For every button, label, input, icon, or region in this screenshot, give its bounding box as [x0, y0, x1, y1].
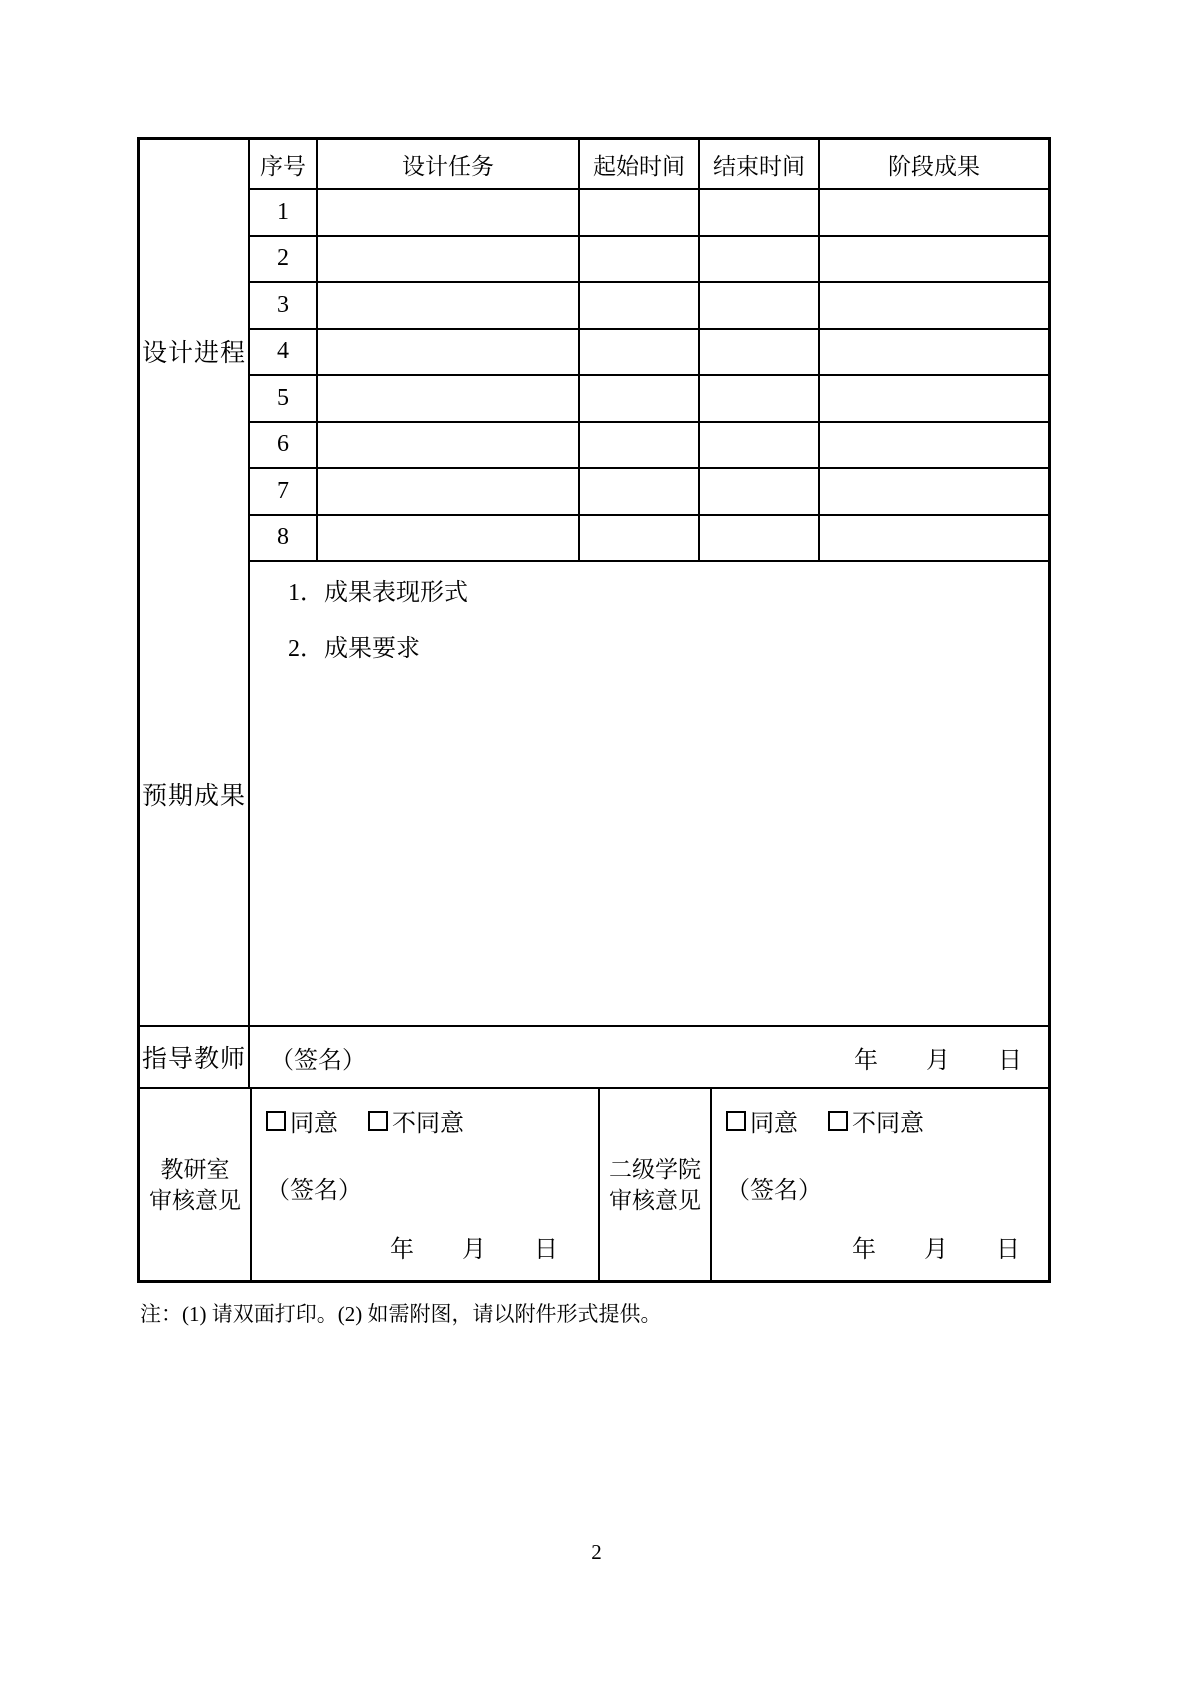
end-time-cell	[700, 376, 820, 421]
end-time-cell	[700, 190, 820, 235]
task-cell	[318, 516, 580, 561]
dept-review-label-line1: 教研室	[160, 1156, 230, 1182]
dept-review-cell	[252, 1089, 600, 1280]
serial-cell: 5	[250, 376, 318, 421]
page-number: 2	[591, 1540, 602, 1564]
progress-row	[250, 330, 1048, 377]
college-review-label-line2: 审核意见	[609, 1187, 701, 1213]
college-disagree-label: 不同意	[852, 1111, 924, 1137]
start-time-cell	[580, 283, 700, 328]
college-review-label	[600, 1089, 712, 1280]
start-time-cell	[580, 237, 700, 282]
dept-review-label	[140, 1089, 252, 1280]
dept-disagree-label: 不同意	[392, 1111, 464, 1137]
college-agree-label: 同意	[750, 1111, 798, 1137]
serial-cell: 7	[250, 469, 318, 514]
serial-cell: 4	[250, 330, 318, 375]
expected-results-content	[250, 562, 1048, 1025]
supervisor-signature-placeholder: （签名）	[270, 1047, 366, 1074]
header-end-time: 结束时间	[700, 140, 820, 188]
stage-result-cell	[820, 330, 1048, 375]
dept-agree-checkbox[interactable]	[266, 1111, 286, 1131]
task-cell	[318, 283, 580, 328]
serial-cell: 6	[250, 423, 318, 468]
header-serial: 序号	[250, 140, 318, 188]
supervisor-section	[140, 1027, 1048, 1089]
start-time-cell	[580, 190, 700, 235]
start-time-cell	[580, 469, 700, 514]
progress-row	[250, 237, 1048, 284]
dept-agree-label: 同意	[290, 1111, 338, 1137]
end-time-cell	[700, 283, 820, 328]
design-progress-grid	[250, 140, 1048, 562]
footnote: 注：(1) 请双面打印。(2) 如需附图，请以附件形式提供。	[140, 1302, 662, 1326]
start-time-cell	[580, 376, 700, 421]
college-disagree-checkbox[interactable]	[828, 1111, 848, 1131]
task-cell	[318, 376, 580, 421]
header-task: 设计任务	[318, 140, 580, 188]
serial-cell: 8	[250, 516, 318, 561]
dept-review-label-line2: 审核意见	[149, 1187, 241, 1213]
design-progress-label: 设计进程	[140, 140, 250, 562]
stage-result-cell	[820, 190, 1048, 235]
college-agree-checkbox[interactable]	[726, 1111, 746, 1131]
serial-cell: 3	[250, 283, 318, 328]
task-cell	[318, 330, 580, 375]
college-review-label-line1: 二级学院	[609, 1156, 701, 1182]
end-time-cell	[700, 237, 820, 282]
stage-result-cell	[820, 237, 1048, 282]
serial-cell: 2	[250, 237, 318, 282]
end-time-cell	[700, 423, 820, 468]
task-cell	[318, 469, 580, 514]
stage-result-cell	[820, 283, 1048, 328]
progress-row	[250, 516, 1048, 563]
dept-date-line: 年 月 日	[390, 1237, 558, 1263]
task-cell	[318, 190, 580, 235]
start-time-cell	[580, 330, 700, 375]
task-form-table	[137, 137, 1051, 1283]
expected-item-presentation: 1．成果表现形式	[288, 580, 468, 606]
end-time-cell	[700, 469, 820, 514]
progress-header-row	[250, 140, 1048, 190]
stage-result-cell	[820, 376, 1048, 421]
task-cell	[318, 423, 580, 468]
design-progress-section	[140, 140, 1048, 562]
expected-item-requirements: 2．成果要求	[288, 636, 420, 662]
progress-row	[250, 376, 1048, 423]
supervisor-label: 指导教师	[140, 1027, 250, 1087]
start-time-cell	[580, 423, 700, 468]
task-cell	[318, 237, 580, 282]
dept-disagree-checkbox[interactable]	[368, 1111, 388, 1131]
supervisor-date-line: 年 月 日	[854, 1047, 1022, 1074]
progress-row	[250, 469, 1048, 516]
review-section	[140, 1089, 1048, 1280]
dept-review-options	[266, 1103, 598, 1138]
expected-results-section	[140, 562, 1048, 1027]
header-start-time: 起始时间	[580, 140, 700, 188]
progress-row	[250, 190, 1048, 237]
serial-cell: 1	[250, 190, 318, 235]
college-review-cell	[712, 1089, 1048, 1280]
college-date-line: 年 月 日	[852, 1237, 1020, 1263]
college-review-options	[726, 1103, 1048, 1138]
start-time-cell	[580, 516, 700, 561]
supervisor-content	[250, 1027, 1048, 1087]
progress-row	[250, 283, 1048, 330]
header-stage-result: 阶段成果	[888, 153, 980, 179]
stage-result-cell	[820, 469, 1048, 514]
progress-row	[250, 423, 1048, 470]
dept-signature-placeholder: （签名）	[266, 1178, 362, 1204]
college-signature-placeholder: （签名）	[726, 1178, 822, 1204]
expected-results-label: 预期成果	[140, 562, 250, 1025]
stage-result-cell	[820, 516, 1048, 561]
end-time-cell	[700, 516, 820, 561]
stage-result-cell	[820, 423, 1048, 468]
end-time-cell	[700, 330, 820, 375]
